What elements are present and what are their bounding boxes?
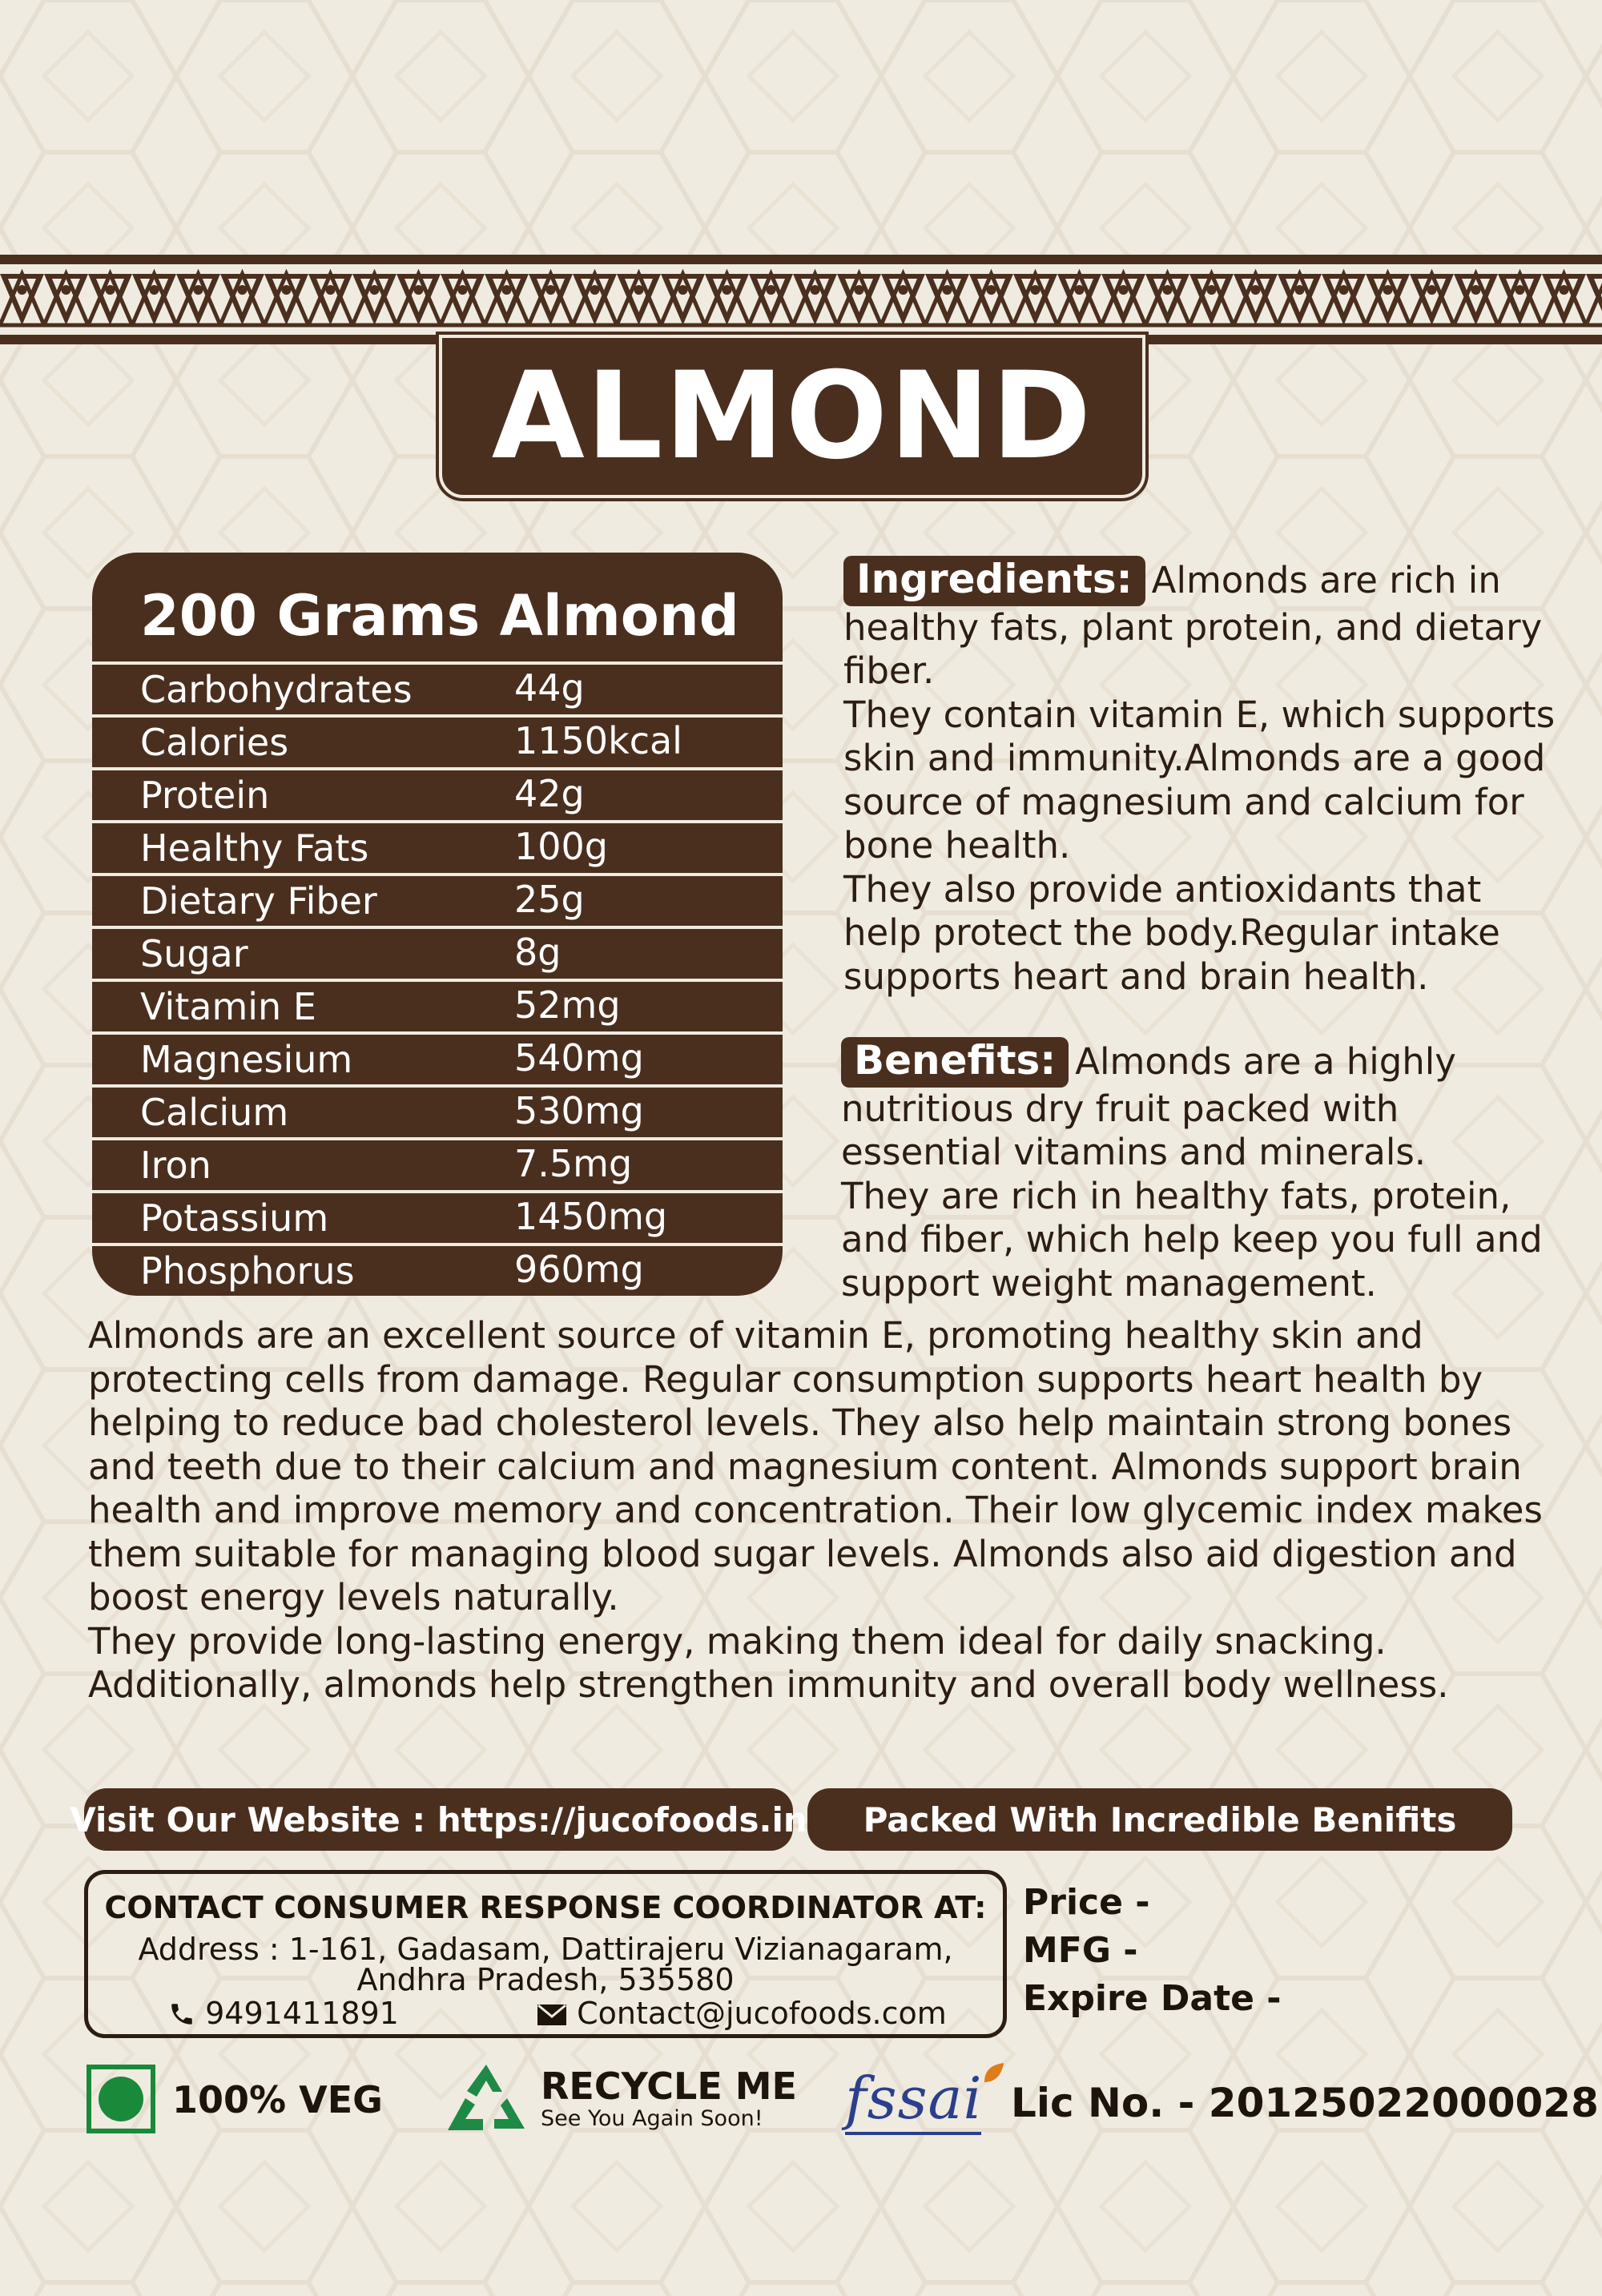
nutrient-value: 7.5mg bbox=[514, 1142, 633, 1185]
email-address: Contact@jucofoods.com bbox=[577, 1996, 947, 2031]
ingredients-label: Ingredients: bbox=[843, 556, 1145, 606]
tagline-banner: Packed With Incredible Benifits bbox=[807, 1788, 1512, 1851]
nutrition-row bbox=[92, 820, 783, 870]
expire-date-label: Expire Date - bbox=[1023, 1978, 1282, 2019]
recycle-icon bbox=[445, 2061, 528, 2138]
nutrient-value: 1450mg bbox=[514, 1195, 668, 1238]
nutrition-row bbox=[92, 1243, 783, 1293]
address-line-1: Address : 1-161, Gadasam, Dattirajeru Vizianagaram, bbox=[138, 1932, 953, 1967]
nutrient-value: 530mg bbox=[514, 1089, 644, 1132]
nutrient-name: Phosphorus bbox=[140, 1249, 355, 1293]
nutrition-row bbox=[92, 1084, 783, 1134]
veg-label: 100% VEG bbox=[172, 2078, 383, 2121]
price-label: Price - bbox=[1023, 1882, 1150, 1923]
nutrition-row bbox=[92, 714, 783, 764]
address-line-2: Andhra Pradesh, 535580 bbox=[356, 1962, 735, 1997]
nutrient-name: Calcium bbox=[140, 1091, 289, 1134]
phone-number: 9491411891 bbox=[205, 1996, 399, 2031]
nutrition-row bbox=[92, 767, 783, 817]
product-title: ALMOND bbox=[491, 347, 1093, 486]
contact-phone[interactable] bbox=[168, 1996, 399, 2031]
nutrient-name: Healthy Fats bbox=[140, 826, 369, 870]
nutrient-name: Dietary Fiber bbox=[140, 879, 377, 923]
nutrient-value: 25g bbox=[514, 878, 585, 921]
mfg-label: MFG - bbox=[1023, 1930, 1138, 1971]
description-paragraph-1: Almonds are an excellent source of vitamin E, promoting healthy skin and protecting cells from damage. Regular consumption supports heart health by helping to reduce bad cholesterol levels. They also help maintain strong bones and teeth due to their calcium and magnesium content. Almonds support brain health and improve memory and concentration. Their low glycemic index makes them suitable for managing blood sugar levels. Almonds also aid digestion and boost energy levels naturally. bbox=[88, 1314, 1543, 1618]
contact-heading: CONTACT CONSUMER RESPONSE COORDINATOR AT: bbox=[104, 1890, 987, 1925]
benefits-label: Benefits: bbox=[841, 1037, 1069, 1088]
recycle-subtitle: See You Again Soon! bbox=[541, 2106, 763, 2131]
nutrient-name: Iron bbox=[140, 1144, 211, 1187]
nutrition-table bbox=[92, 553, 783, 1296]
nutrition-title: 200 Grams Almond bbox=[140, 583, 739, 649]
nutrient-name: Carbohydrates bbox=[140, 668, 413, 711]
ingredients-text-2: They contain vitamin E, which supports skin and immunity.Almonds are a good source of magnesium and calcium for bone health. bbox=[843, 693, 1556, 867]
nutrient-value: 100g bbox=[514, 825, 608, 868]
nutrition-row bbox=[92, 873, 783, 923]
nutrient-name: Calories bbox=[140, 721, 289, 764]
mail-icon bbox=[537, 2004, 567, 2026]
nutrient-value: 8g bbox=[514, 931, 562, 974]
nutrient-value: 42g bbox=[514, 772, 585, 815]
nutrient-name: Magnesium bbox=[140, 1038, 353, 1081]
contact-address bbox=[88, 1934, 1003, 1995]
contact-box bbox=[84, 1870, 1007, 2038]
nutrition-row bbox=[92, 1031, 783, 1081]
product-title-box bbox=[439, 335, 1145, 498]
nutrient-value: 52mg bbox=[514, 983, 621, 1027]
nutrient-value: 540mg bbox=[514, 1036, 644, 1080]
fssai-logo-text: fssai bbox=[845, 2065, 983, 2132]
description-section bbox=[88, 1314, 1546, 1707]
nutrient-name: Potassium bbox=[140, 1196, 329, 1240]
nutrition-row bbox=[92, 1137, 783, 1187]
ingredients-text: Almonds are rich in healthy fats, plant protein, and dietary fiber. bbox=[843, 559, 1543, 692]
contact-email[interactable] bbox=[537, 1996, 947, 2031]
nutrient-value: 1150kcal bbox=[514, 719, 682, 762]
nutrient-value: 960mg bbox=[514, 1248, 644, 1291]
fssai-logo bbox=[845, 2065, 1005, 2137]
decorative-band bbox=[0, 255, 1602, 344]
nutrient-value: 44g bbox=[514, 666, 585, 710]
website-link[interactable]: Visit Our Website : https://jucofoods.in bbox=[84, 1788, 793, 1851]
nutrition-row bbox=[92, 1190, 783, 1240]
benefits-section bbox=[841, 1037, 1546, 1305]
license-number: Lic No. - 20125022000028 bbox=[1011, 2080, 1599, 2126]
fssai-leaf-icon bbox=[981, 2061, 1005, 2085]
recycle-title: RECYCLE ME bbox=[541, 2065, 797, 2108]
nutrient-name: Protein bbox=[140, 774, 270, 817]
nutrient-name: Vitamin E bbox=[140, 985, 316, 1028]
nutrition-row bbox=[92, 661, 783, 711]
ingredients-text-3: They also provide antioxidants that help protect the body.Regular intake supports heart and brain health. bbox=[843, 867, 1500, 998]
phone-icon bbox=[168, 2000, 195, 2028]
description-paragraph-2: They provide long-lasting energy, making them ideal for daily snacking. Additionally, almonds help strengthen immunity and overall body wellness. bbox=[88, 1619, 1449, 1706]
ingredients-section bbox=[843, 556, 1564, 999]
veg-symbol-icon bbox=[87, 2065, 155, 2133]
benefits-text-2: They are rich in healthy fats, protein, and fiber, which help keep you full and support weight management. bbox=[841, 1174, 1543, 1305]
nutrition-row bbox=[92, 926, 783, 975]
benefits-text: Almonds are a highly nutritious dry fruit packed with essential vitamins and minerals. bbox=[841, 1040, 1456, 1173]
nutrient-name: Sugar bbox=[140, 932, 248, 975]
nutrition-row bbox=[92, 979, 783, 1028]
